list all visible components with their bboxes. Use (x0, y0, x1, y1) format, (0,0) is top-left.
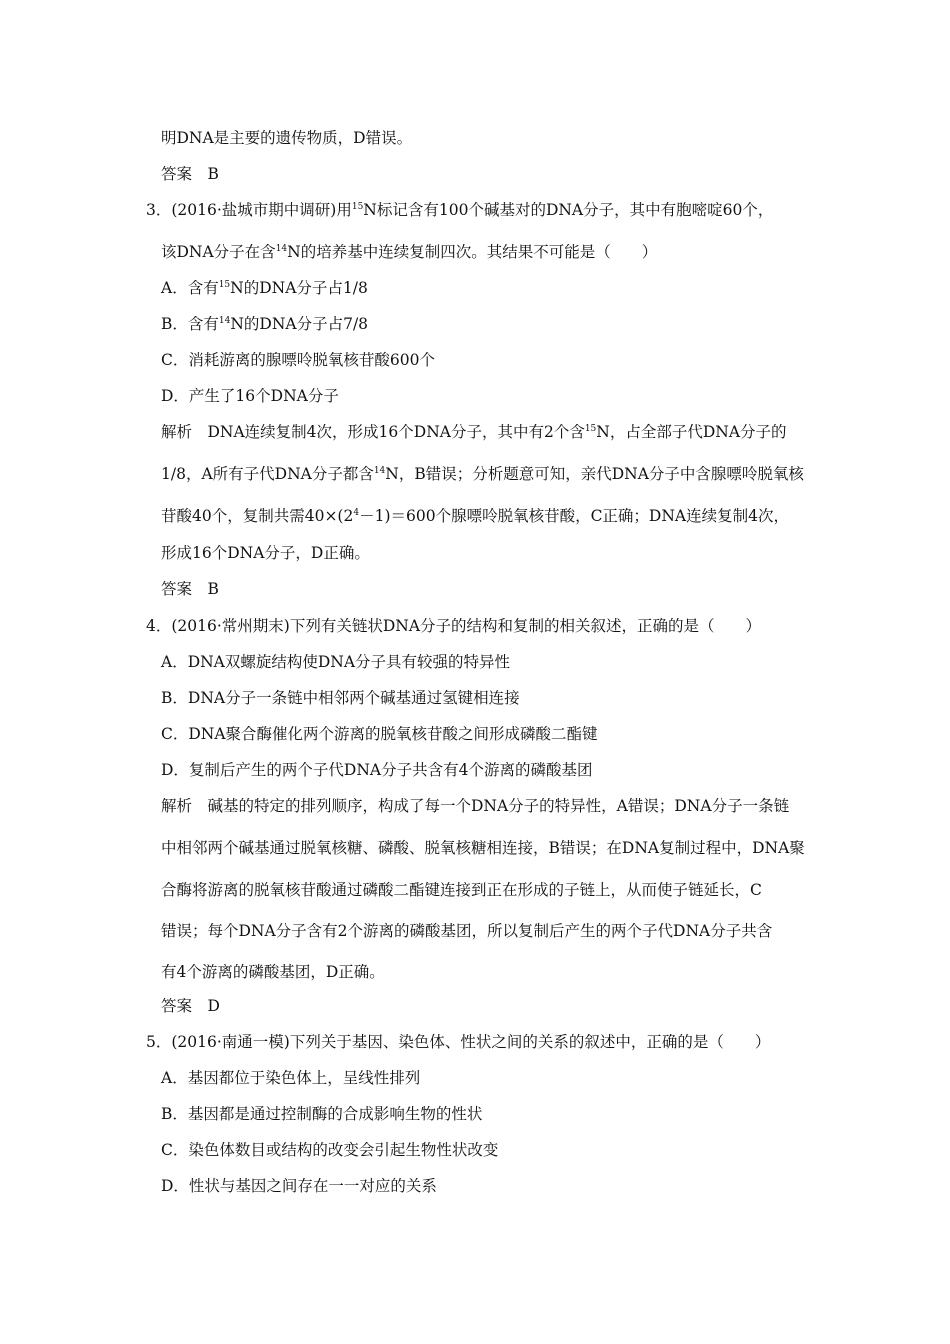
q4-explanation-line1: 解析 碱基的特定的排列顺序，构成了每一个DNA分子的特异性，A错误；DNA分子一条链 (161, 797, 790, 815)
intro-line: 明DNA是主要的遗传物质，D错误。 (161, 129, 413, 147)
q4-option-a: A．DNA双螺旋结构使DNA分子具有较强的特异性 (161, 653, 511, 671)
q3-stem-line2: 该DNA分子在含$^{14}$N的培养基中连续复制四次。其结果不可能是（ ） (161, 243, 658, 261)
q4-explanation-line2: 中相邻两个碱基通过脱氧核糖、磷酸、脱氧核糖相连接，B错误；在DNA复制过程中，DNA聚 (161, 839, 805, 857)
q4-stem: 4．(2016·常州期末)下列有关链状DNA分子的结构和复制的相关叙述，正确的是（ ） (146, 617, 762, 635)
q4-option-d: D．复制后产生的两个子代DNA分子共含有4个游离的磷酸基团 (161, 761, 593, 779)
intro-answer: 答案 B (161, 165, 219, 183)
q3-option-b: B．含有$^{14}$N的DNA分子占7/8 (161, 315, 369, 333)
q5-option-b: B．基因都是通过控制酶的合成影响生物的性状 (161, 1105, 483, 1123)
q5-option-c: C．染色体数目或结构的改变会引起生物性状改变 (161, 1141, 499, 1159)
q3-explanation-line3: 苷酸40个，复制共需$40\times(2^4-1)=600$个腺嘌呤脱氧核苷酸，C正确；DNA连续复制4次， (161, 507, 789, 525)
q3-option-a: A．含有$^{15}$N的DNA分子占1/8 (161, 279, 368, 297)
q3-explanation-line4: 形成16个DNA分子，D正确。 (161, 544, 370, 562)
q3-stem-line1: 3．(2016·盐城市期中调研)用$^{15}$N标记含有100个碱基对的DNA分子，其中有胞嘧啶60个， (146, 201, 774, 219)
q4-explanation-line5: 有4个游离的磷酸基团，D正确。 (161, 963, 385, 981)
q3-answer: 答案 B (161, 580, 219, 598)
q4-option-b: B．DNA分子一条链中相邻两个碱基通过氢键相连接 (161, 689, 520, 707)
q3-option-c: C．消耗游离的腺嘌呤脱氧核苷酸600个 (161, 351, 435, 369)
q4-explanation-line3: 合酶将游离的脱氧核苷酸通过磷酸二酯键连接到正在形成的子链上，从而使子链延长，C (161, 881, 762, 899)
q3-explanation-line2: 1/8，A所有子代DNA分子都含$^{14}$N，B错误；分析题意可知，亲代DNA分子中含腺嘌呤脱氧核 (161, 465, 804, 483)
q3-option-d: D．产生了16个DNA分子 (161, 387, 339, 405)
q5-stem: 5．(2016·南通一模)下列关于基因、染色体、性状之间的关系的叙述中，正确的是（ ） (146, 1033, 771, 1051)
q4-option-c: C．DNA聚合酶催化两个游离的脱氧核苷酸之间形成磷酸二酯键 (161, 725, 598, 743)
q5-option-d: D．性状与基因之间存在一一对应的关系 (161, 1177, 437, 1195)
q4-explanation-line4: 错误；每个DNA分子含有2个游离的磷酸基团，所以复制后产生的两个子代DNA分子共含 (161, 922, 773, 940)
q4-answer: 答案 D (161, 997, 220, 1015)
q5-option-a: A．基因都位于染色体上，呈线性排列 (161, 1069, 421, 1087)
q3-explanation-line1: 解析 DNA连续复制4次，形成16个DNA分子，其中有2个含$^{15}$N，占全部子代DNA分子的 (161, 423, 787, 441)
